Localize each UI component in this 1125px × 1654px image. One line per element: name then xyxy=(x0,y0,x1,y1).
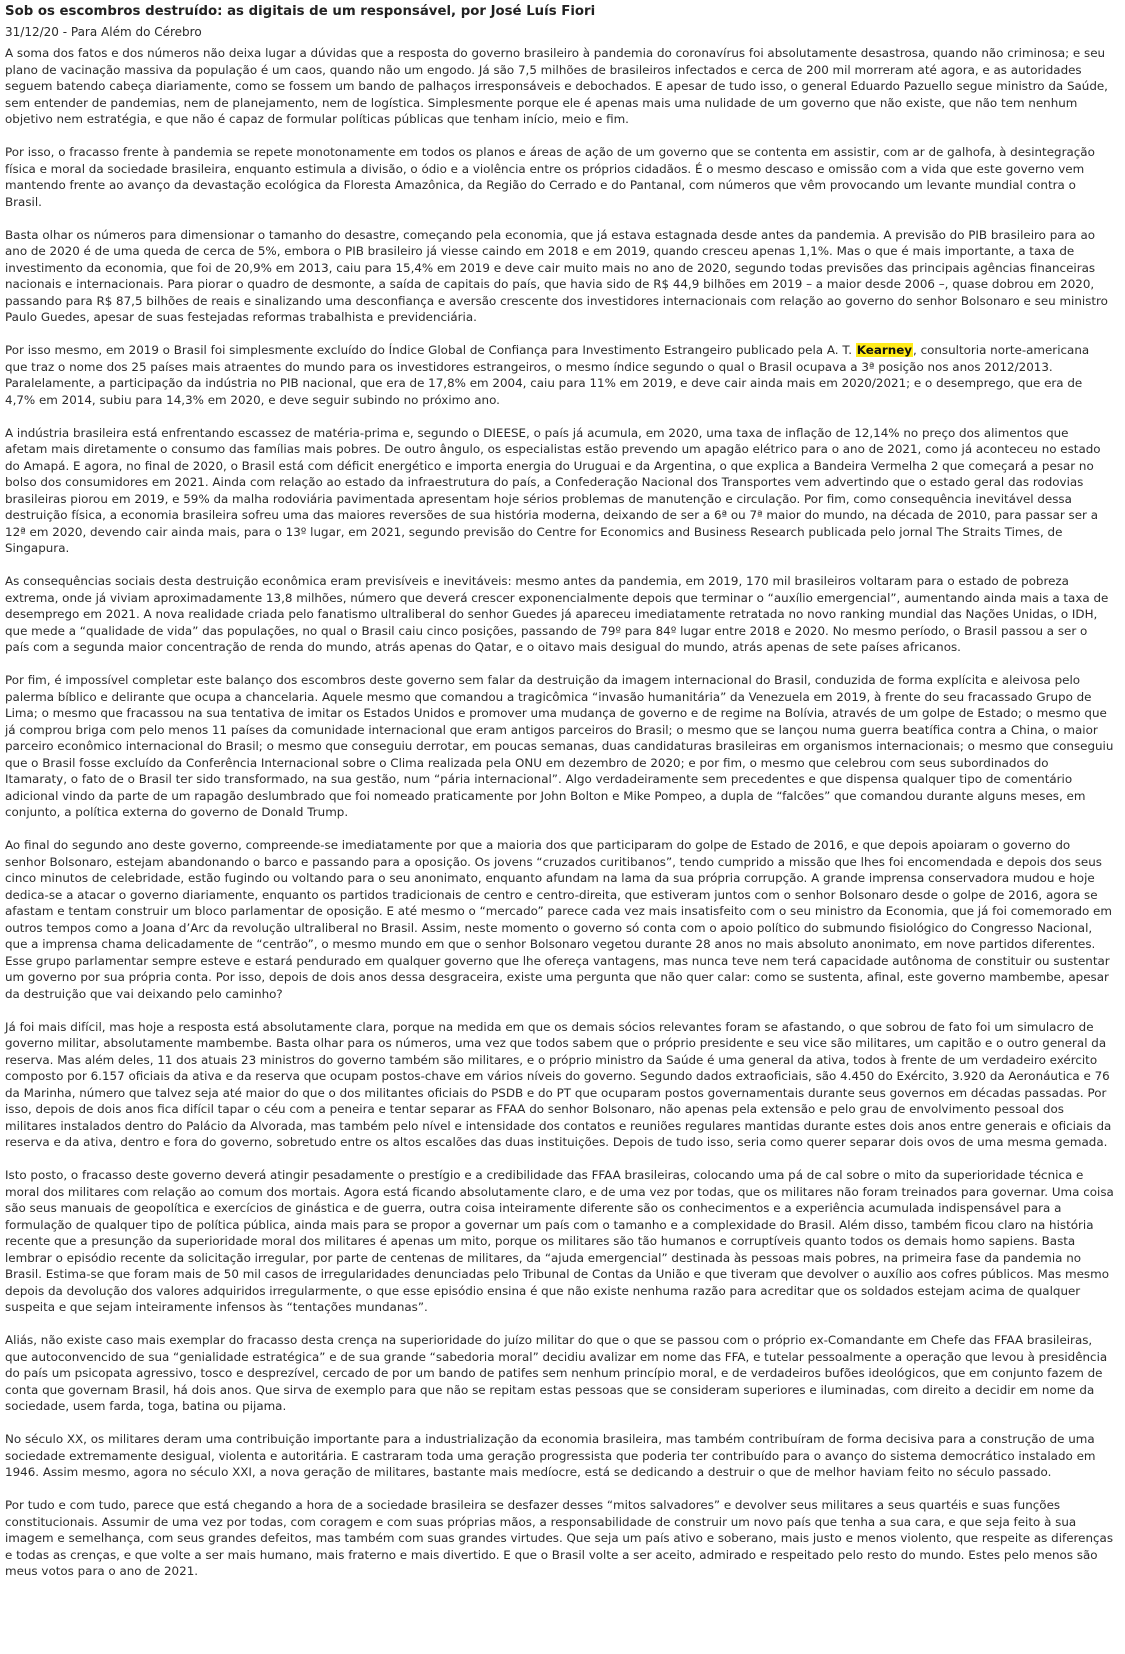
paragraph-2: Por isso, o fracasso frente à pandemia se repete monotonamente em todos os planos e áreas de ação de um governo que se contenta em assistir, com ar de galhofa, à desintegração física e moral da sociedade brasileira, enquanto estimula a divisão, o ódio e a violência entre os próprios cidadãos. É o mesmo descaso e omissão com a vida que este governo vem mantendo frente ao avanço da devastação ecológica da Floresta Amazônica, da Região do Cerrado e do Pantanal, com números que vêm provocando um levante mundial contra o Brasil. xyxy=(5,145,1095,209)
paragraph-12: No século XX, os militares deram uma contribuição importante para a industrialização da economia brasileira, mas também contribuíram de forma decisiva para a construção de uma sociedade extremamente desigual, violenta e autoritária. E castraram toda uma geração progressista que poderia ter contribuído para o avanço do sistema democrático instalado em 1946. Assim mesmo, agora no século XXI, a nova geração de militares, bastante mais medíocre, está se dedicando a destruir o que de melhor haviam feito no século passado. xyxy=(5,1432,1096,1479)
paragraph-4-text-before: Por isso mesmo, em 2019 o Brasil foi simplesmente excluído do Índice Global de Confiança para Investimento Estrangeiro publicado pela A. T. xyxy=(5,343,856,357)
paragraph-4-text-after: , consultoria norte-americana que traz o nome dos 25 países mais atraentes do mundo para os investidores estrangeiros, o mesmo índice segundo o qual o Brasil ocupava a 3ª posição nos anos 2012/2013. Paralelamente, a participação da indústria no PIB nacional, que era de 17,8% em 2004, caiu para 11% em 2019, e deve cair ainda mais em 2020/2021; e o desemprego, que era de 4,7% em 2014, subiu para 14,3% em 2020, e deve seguir subindo no próximo ano. xyxy=(5,343,1090,407)
paragraph-3: Basta olhar os números para dimensionar o tamanho do desastre, começando pela economia, que já estava estagnada desde antes da pandemia. A previsão do PIB brasileiro para ao ano de 2020 é de uma queda de cerca de 5%, embora o PIB brasileiro já viesse caindo em 2018 e em 2019, quando cresceu apenas 1,1%. Mas o que é mais importante, a taxa de investimento da economia, que foi de 20,9% em 2013, caiu para 15,4% em 2019 e deve cair muito mais no ano de 2020, segundo todas previsões das principais agências financeiras nacionais e internacionais. Para piorar o quadro de desmonte, a saída de capitais do país, que havia sido de R$ 44,9 bilhões em 2019 – a maior desde 2006 –, quase dobrou em 2020, passando para R$ 87,5 bilhões de reais e sinalizando uma desconfiança e aversão crescente dos investidores internacionais com relação ao governo do senhor Bolsonaro e seu ministro Paulo Guedes, apesar de suas festejadas reformas trabalhista e previdenciária. xyxy=(5,227,1108,324)
paragraph-13: Por tudo e com tudo, parece que está chegando a hora de a sociedade brasileira se desfazer desses “mitos salvadores” e devolver seus militares a seus quartéis e suas funções constitucionais. Assumir de uma vez por todas, com coragem e com suas próprias mãos, a responsabilidade de construir um novo país que tenha a sua cara, e que seja feito à sua imagem e semelhança, com seus grandes defeitos, mas também com suas grandes virtudes. Que seja um país ativo e soberano, mais justo e menos violento, que respeite as diferenças e todas as crenças, e que volte a ser mais humano, mais fraterno e mais divertido. E que o Brasil volte a ser aceito, admirado e respeitado pelo resto do mundo. Estes pelo menos são meus votos para o ano de 2021. xyxy=(5,1498,1114,1578)
paragraph-1: A soma dos fatos e dos números não deixa lugar a dúvidas que a resposta do governo brasileiro à pandemia do coronavírus foi absolutamente desastrosa, quando não criminosa; e seu plano de vacinação massiva da população é um caos, quando não um engodo. Já são 7,5 milhões de brasileiros infectados e cerca de 200 mil morreram até agora, e as autoridades seguem batendo cabeça diariamente, como se fossem um bando de palhaços irresponsáveis e debochados. E apesar de tudo isso, o general Eduardo Pazuello segue ministro da Saúde, sem entender de pandemias, nem de planejamento, nem de logística. Simplesmente porque ele é apenas mais uma nulidade de um governo que não existe, que não tem nenhum objetivo nem estratégia, e que não é capaz de formular políticas públicas que tenham início, meio e fim. xyxy=(5,46,1108,126)
meta-separator: - xyxy=(58,25,71,39)
paragraph-9: Já foi mais difícil, mas hoje a resposta está absolutamente clara, porque na medida em que os demais sócios relevantes foram se afastando, o que sobrou de fato foi um simulacro de governo militar, absolutamente mambembe. Basta olhar para os números, uma vez que todos sabem que o próprio presidente e seu vice são militares, um capitão e o outro general da reserva. Mas além deles, 11 dos atuais 23 ministros do governo também são militares, e o próprio ministro da Saúde é uma general da ativa, todos à frente de um verdadeiro exército composto por 6.157 oficiais da ativa e da reserva que ocupam postos-chave em vários níveis do governo. Segundo dados extraoficiais, são 4.450 do Exército, 3.920 da Aeronáutica e 76 da Marinha, número que talvez seja até maior do que o dos militantes oficiais do PSDB e do PT que ocuparam postos governamentais durante seus governos em décadas passadas. Por isso, depois de dois anos fica difícil tapar o céu com a peneira e tentar separar as FFAA do senhor Bolsonaro, não apenas pela extensão e pelo grau de envolvimento pessoal dos militares instalados dentro do Palácio da Alvorada, mas também pelo nível e intensidade dos contatos e reuniões regulares mantidas durante estes dois anos entre generais e oficiais da reserva e da ativa, dentro e fora do governo, sobretudo entre os altos escalões das duas instituições. Depois de tudo isso, seria como querer separar dois ovos de uma mesma gemada. xyxy=(5,1019,1112,1149)
paragraph-11: Aliás, não existe caso mais exemplar do fracasso desta crença na superioridade do juízo militar do que o que se passou com o próprio ex-Comandante em Chefe das FFAA brasileiras, que autoconvencido de sua “genialidade estratégica” e de sua grande “sabedoria moral” decidiu avalizar em nome das FFA, e tutelar pessoalmente a operação que levou à presidência do país um psicopata agressivo, tosco e desprezível, cercado de por um bando de patifes sem nenhum princípio moral, e de verdadeiros bufões ideológicos, que em conjunto fazem de conta que governam Brasil, há dois anos. Que sirva de exemplo para que não se repitam estas pessoas que se consideram superiores e iluminadas, com direito a decidir em nome da sociedade, usem farda, toga, batina ou pijama. xyxy=(5,1333,1108,1413)
article-meta xyxy=(5,24,1114,40)
paragraph-6: As consequências sociais desta destruição econômica eram previsíveis e inevitáveis: mesmo antes da pandemia, em 2019, 170 mil brasileiros voltaram para o estado de pobreza extrema, onde já viviam aproximadamente 13,8 milhões, número que deverá crescer exponencialmente depois que terminar o “auxílio emergencial”, aumentando ainda mais a taxa de desemprego em 2021. A nova realidade criada pelo fanatismo ultraliberal do senhor Guedes já apareceu imediatamente retratada no novo ranking mundial das Nações Unidas, o IDH, que mede a “qualidade de vida” das populações, no qual o Brasil caiu cinco posições, passando de 79º para 84º lugar entre 2018 e 2020. No mesmo período, o Brasil passou a ser o país com a segunda maior concentração de renda do mundo, atrás apenas do Qatar, e o oitavo mais desigual do mundo, atrás apenas de sete países africanos. xyxy=(5,574,1109,654)
article-date: 31/12/20 xyxy=(5,25,59,39)
paragraph-8: Ao final do segundo ano deste governo, compreende-se imediatamente por que a maioria dos que participaram do golpe de Estado de 2016, e que depois apoiaram o governo do senhor Bolsonaro, estejam abandonando o barco e passando para a oposição. Os jovens “cruzados curitibanos”, tendo cumprido a missão que lhes foi encomendada e depois dos seus cinco minutos de celebridade, estão fugindo ou voltando para o seu anonimato, enquanto afundam na lama da sua própria corrupção. A grande imprensa conservadora mudou e hoje dedica-se a atacar o governo diariamente, enquanto os partidos tradicionais de centro e centro-direita, que estiveram juntos com o senhor Bolsonaro desde o golpe de 2016, agora se afastam e tentam construir um bloco parlamentar de oposição. E até mesmo o “mercado” parece cada vez mais insatisfeito com o seu ministro da Economia, que já foi comemorado em outros tempos como a Joana d’Arc da revolução ultraliberal no Brasil. Assim, neste momento o governo só conta com o apoio político do submundo fisiológico do Congresso Nacional, que a imprensa chama delicadamente de “centrão”, o mesmo mundo em que o senhor Bolsonaro vegetou durante 28 anos no mais absoluto anonimato, em nove partidos diferentes. Esse grupo parlamentar sempre esteve e estará pendurado em qualquer governo que lhe ofereça vantagens, mas nunca teve nem terá capacidade autônoma de constituir ou sustentar um governo por sua própria conta. Por isso, depois de dois anos dessa desgraceira, existe uma pergunta que não quer calar: como se sustenta, afinal, este governo mambembe, apesar da destruição que vai deixando pelo caminho? xyxy=(5,838,1112,1001)
paragraph-10: Isto posto, o fracasso deste governo deverá atingir pesadamente o prestígio e a credibilidade das FFAA brasileiras, colocando uma pá de cal sobre o mito da superioridade técnica e moral dos militares com relação ao comum dos mortais. Agora está ficando absolutamente claro, e de uma vez por todas, que os militares não foram treinados para governar. Uma coisa são seus manuais de geopolítica e exercícios de ginástica e de guerra, outra coisa inteiramente diferente são os conhecimentos e a experiência acumulada indispensável para a formulação de qualquer tipo de política pública, ainda mais para se propor a governar um país com o tamanho e a complexidade do Brasil. Além disso, também ficou claro na história recente que a presunção da superioridade moral dos militares é apenas um mito, porque os militares são tão humanos e corruptíveis quanto todos os demais homo sapiens. Basta lembrar o episódio recente da solicitação irregular, por parte de centenas de militares, da “ajuda emergencial” destinada às pessoas mais pobres, na primeira fase da pandemia no Brasil. Estima-se que foram mais de 50 mil casos de irregularidades denunciadas pelo Tribunal de Contas da União e que tiveram que devolver o auxílio aos cofres públicos. Mas mesmo depois da devolução dos valores adquiridos irregularmente, o que esse episódio ensina é que não existe nenhuma razão para acreditar que os soldados estejam acima de qualquer suspeita e que sejam inteiramente infensos às “tentações mundanas”. xyxy=(5,1168,1114,1314)
highlighted-search-term: Kearney xyxy=(856,343,913,357)
article-source: Para Além do Cérebro xyxy=(70,25,202,39)
paragraph-5: A indústria brasileira está enfrentando escassez de matéria-prima e, segundo o DIEESE, o país já acumula, em 2020, uma taxa de inflação de 12,14% no preço dos alimentos que afetam mais diretamente o consumo das famílias mais pobres. De outro ângulo, os especialistas estão prevendo um apagão elétrico para o ano de 2021, como já aconteceu no estado do Amapá. E agora, no final de 2020, o Brasil está com déficit energético e importa energia do Uruguai e da Argentina, o que explica a Bandeira Vermelha 2 que começará a pesar no bolso dos consumidores em 2021. Ainda com relação ao estado da infraestrutura do país, a Confederação Nacional dos Transportes vem advertindo que o estado geral das rodovias brasileiras piorou em 2019, e 59% da malha rodoviária pavimentada apresentam hoje sérios problemas de manutenção e circulação. Por fim, como consequência inevitável dessa destruição física, a economia brasileira sofreu uma das maiores reversões de sua história moderna, deixando de ser a 6ª ou 7ª maior do mundo, na década de 2010, para passar ser a 12ª em 2020, devendo cair ainda mais, para o 13º lugar, em 2021, segundo previsão do Centre for Economics and Business Research publicada pelo jornal The Straits Times, de Singapura. xyxy=(5,425,1101,555)
paragraph-4 xyxy=(5,342,1114,408)
article-title: Sob os escombros destruído: as digitais de um responsável, por José Luís Fiori xyxy=(5,4,596,19)
article-body xyxy=(5,45,1114,1580)
paragraph-7: Por fim, é impossível completar este balanço dos escombros deste governo sem falar da destruição da imagem internacional do Brasil, conduzida de forma explícita e aleivosa pelo palerma bíblico e delirante que ocupa a chancelaria. Aquele mesmo que comandou a tragicômica “invasão humanitária” da Venezuela em 2019, à frente do seu fracassado Grupo de Lima; o mesmo que fracassou na sua tentativa de imitar os Estados Unidos e promover uma mudança de governo e de regime na Bolívia, através de um golpe de Estado; o mesmo que já comprou briga com pelo menos 11 países da comunidade internacional que eram antigos parceiros do Brasil; o mesmo que se lançou numa guerra beatífica contra a China, o maior parceiro econômico internacional do Brasil; o mesmo que conseguiu derrotar, em poucas semanas, duas candidaturas brasileiras em organismos internacionais; o mesmo que conseguiu que o Brasil fosse excluído da Conferência Internacional sobre o Clima realizada pela ONU em dezembro de 2020; e por fim, o mesmo que celebrou com seus subordinados do Itamaraty, o fato de o Brasil ter sido transformado, na sua gestão, num “pária internacional”. Algo verdadeiramente sem precedentes e que dispensa qualquer tipo de comentário adicional vindo da parte de um rapagão deslumbrado que foi nomeado praticamente por John Bolton e Mike Pompeo, a dupla de “falcões” que comandou durante alguns meses, em conjunto, a política externa do governo de Donald Trump. xyxy=(5,673,1114,819)
